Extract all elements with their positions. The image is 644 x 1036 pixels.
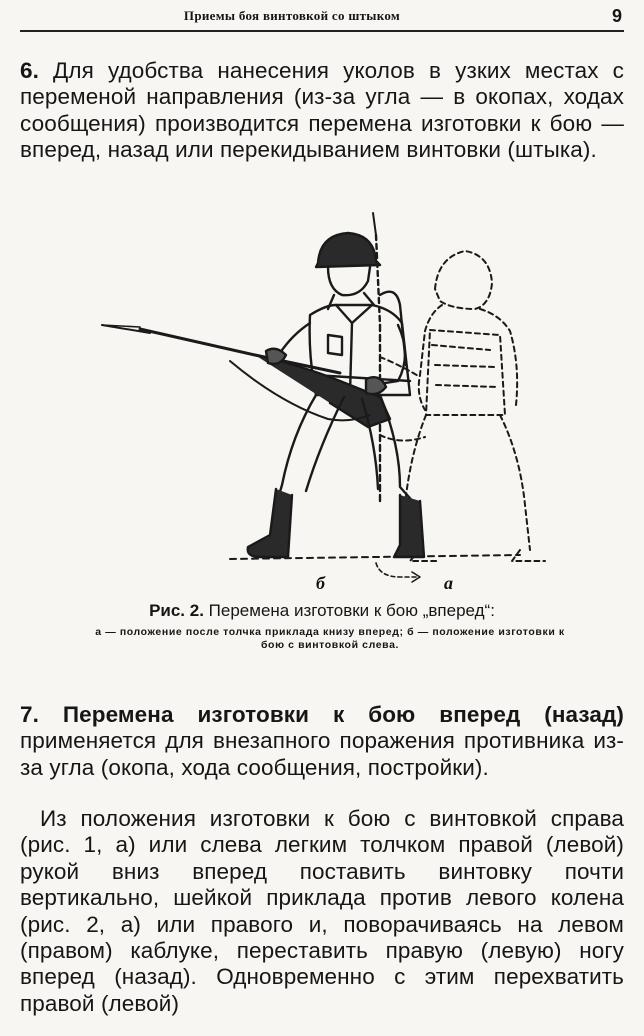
section-6-text: Для удобства нанесения уколов в узких местах с переменой направления (из-за угла — в окопах, ходах сообщения) производится перемена изготовки к бою — вперед, назад или перекидыванием винтовки (штыка). bbox=[20, 58, 624, 163]
section-7-text: применяется для внезапного поражения противника из-за угла (окопа, хода сообщения, постройки). bbox=[20, 728, 624, 780]
figure-caption-title: Перемена изготовки к бою „вперед“: bbox=[208, 601, 495, 620]
paragraph-7 bbox=[20, 702, 624, 781]
section-7-number: 7. bbox=[20, 702, 39, 727]
figure-label-a: а bbox=[444, 573, 453, 593]
section-7-heading: Перемена изготовки к бою вперед (назад) bbox=[62, 702, 624, 727]
figure-caption-number: Рис. 2. bbox=[149, 601, 204, 620]
page-number: 9 bbox=[611, 6, 622, 26]
paragraph-7-body: Из положения изготовки к бою с винтовкой справа (рис. 1, а) или слева легким толчком правой (левой) рукой вниз вперед поставить винтовку почти вертикально, шейкой приклада против левого колена (рис. 2, а) или правого и, поворачиваясь на левом (правом) каблуке, переставить правую (левую) ногу вперед (назад). Одновременно с этим перехватить правой (левой) bbox=[20, 806, 624, 1016]
figure-2 bbox=[80, 205, 560, 597]
running-head: Приемы боя винтовкой со штыком bbox=[183, 8, 401, 23]
page-header bbox=[20, 6, 624, 32]
figure-caption bbox=[20, 601, 624, 621]
section-6-number: 6. bbox=[20, 58, 39, 83]
soldier-bayonet-illustration bbox=[80, 205, 560, 597]
paragraph-6 bbox=[20, 58, 624, 164]
figure-label-b: б bbox=[316, 573, 325, 593]
figure-caption-note: а — положение после толчка приклада книзу вперед; б — положение изготовки к бою с винтовкой слева. bbox=[95, 626, 565, 651]
